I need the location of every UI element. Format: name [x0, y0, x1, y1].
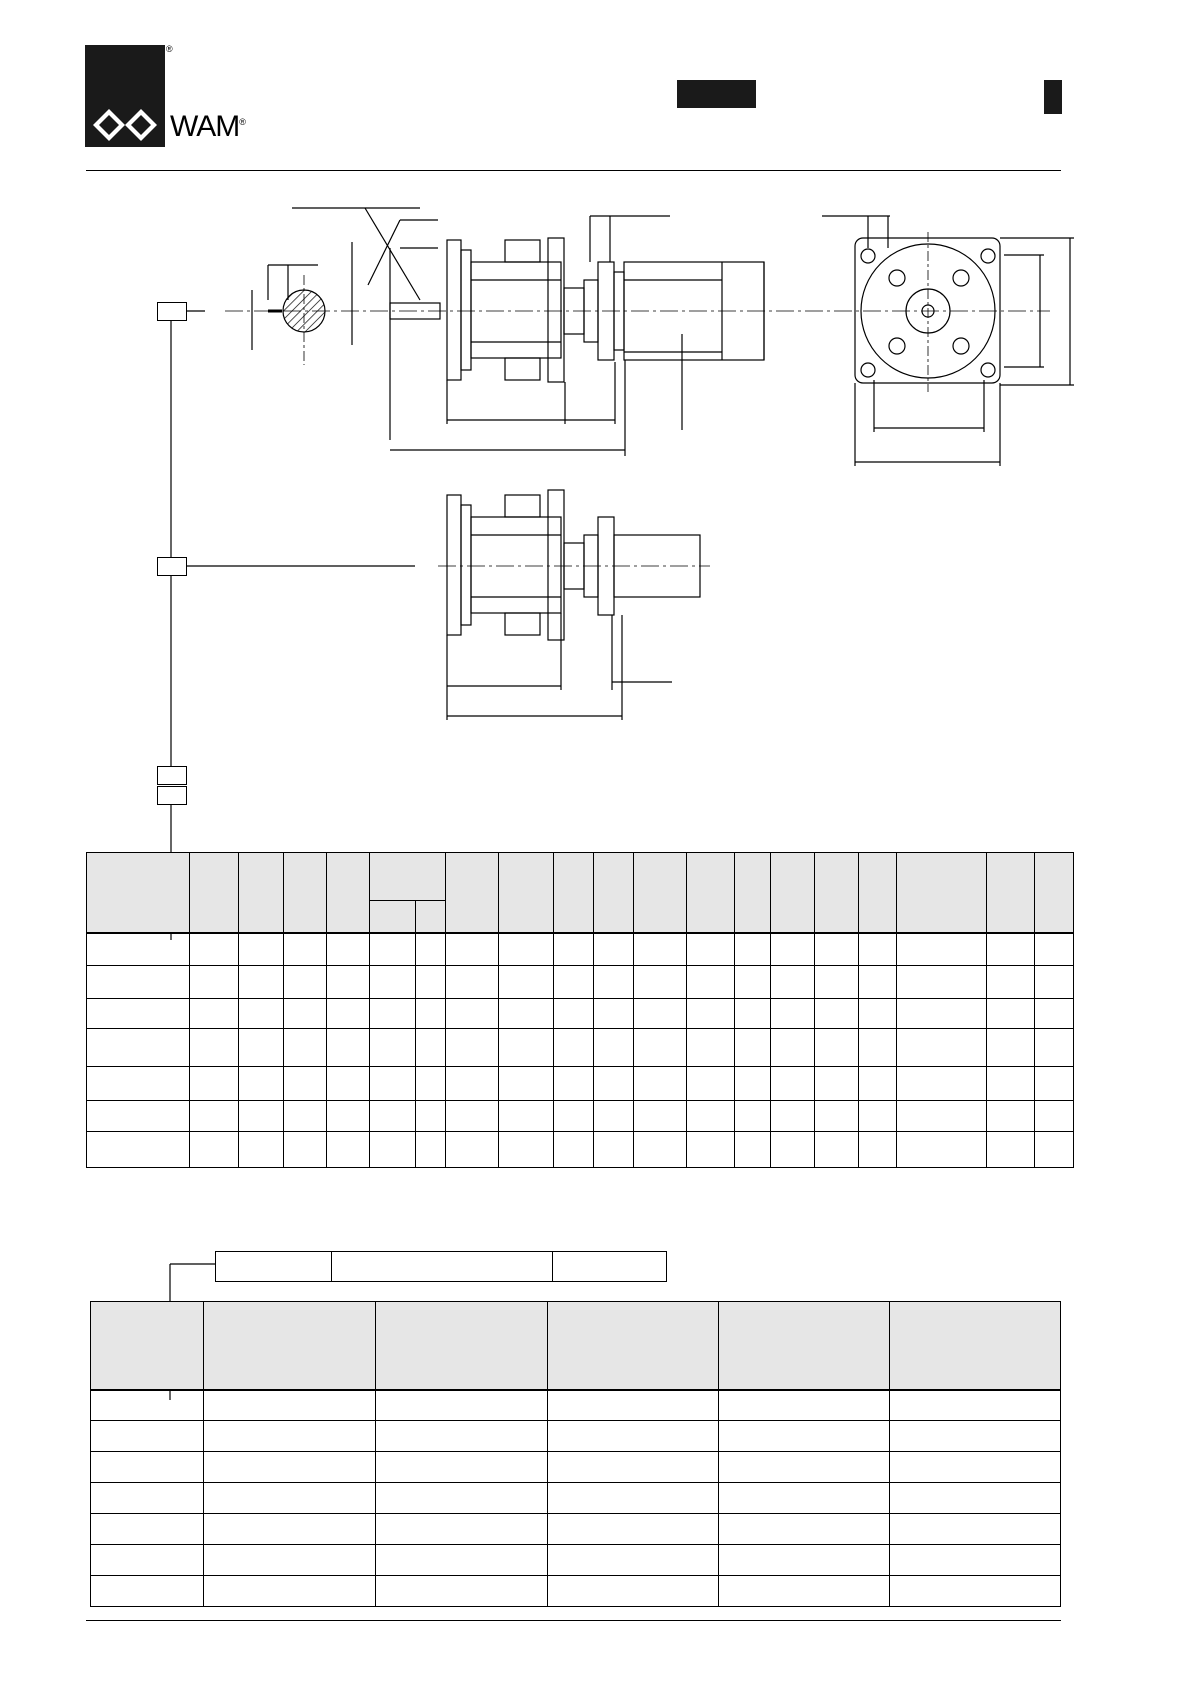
- footer-rule: [86, 1620, 1061, 1621]
- table-row: [91, 1421, 1061, 1452]
- table-row: [91, 1545, 1061, 1576]
- table-row: [91, 1452, 1061, 1483]
- table-row: [91, 1390, 1061, 1421]
- header-strip: [215, 1251, 667, 1282]
- secondary-table: [90, 1301, 1061, 1607]
- table-row: [91, 1483, 1061, 1514]
- brand-name: WAM®: [170, 110, 245, 143]
- table-row: [91, 1514, 1061, 1545]
- registered-mark: ®: [166, 44, 173, 54]
- table-row: [91, 1576, 1061, 1607]
